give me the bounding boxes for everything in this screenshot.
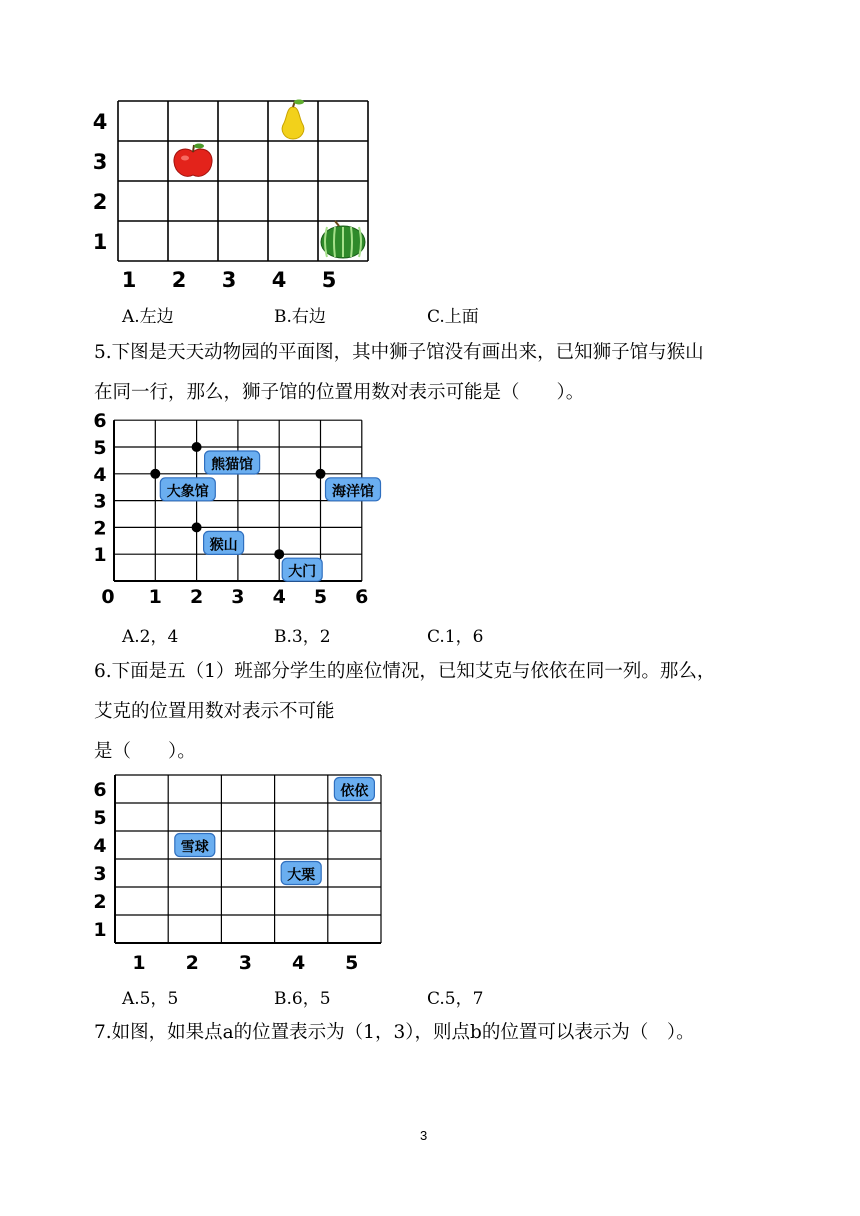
y-tick-label: 4 (93, 835, 107, 857)
y-tick-label: 5 (93, 807, 107, 829)
svg-text:大栗: 大栗 (287, 867, 316, 884)
pear-icon (282, 100, 304, 140)
x-tick-label: 2 (189, 586, 204, 608)
q5-options (122, 622, 522, 646)
x-tick-label: 3 (231, 586, 245, 608)
x-tick-label: 4 (291, 952, 306, 974)
x-tick-label: 5 (321, 268, 337, 292)
map-point (150, 469, 160, 479)
q6-option-b[interactable]: B.6，5 (274, 989, 331, 1009)
map-point (274, 549, 284, 559)
x-tick-label: 6 (355, 586, 369, 608)
map-point (192, 442, 202, 452)
q6-option-a[interactable]: A.5，5 (122, 989, 179, 1009)
page-number: 3 (420, 1128, 428, 1143)
q6-options (122, 984, 522, 1008)
y-tick-label: 4 (93, 463, 107, 486)
q5-option-b[interactable]: B.3，2 (274, 627, 331, 647)
y-tick-label: 6 (93, 779, 107, 801)
y-tick-label: 3 (92, 150, 108, 174)
y-tick-label: 1 (92, 230, 108, 254)
question-6-line-1: 6.下面是五（1）班部分学生的座位情况，已知艾克与依依在同一列。那么， (94, 661, 716, 682)
y-tick-label: 2 (93, 891, 107, 913)
svg-text:大门: 大门 (288, 564, 317, 581)
q6-option-c[interactable]: C.5，7 (427, 989, 484, 1009)
zoo-map-grid (80, 410, 410, 610)
student-tag (334, 778, 374, 801)
student-tag (175, 834, 215, 857)
question-6-line-2: 艾克的位置用数对表示不可能 (94, 701, 335, 722)
y-tick-label: 3 (93, 863, 107, 885)
y-tick-label: 3 (93, 490, 107, 513)
place-tag (160, 478, 215, 501)
x-tick-label: 3 (221, 268, 237, 292)
fruit-grid (80, 92, 380, 292)
svg-text:大象馆: 大象馆 (166, 483, 209, 500)
q4-option-a[interactable]: A.左边 (122, 307, 174, 327)
y-tick-label: 2 (92, 190, 108, 214)
y-tick-label: 1 (93, 544, 107, 567)
x-tick-label: 2 (185, 952, 199, 974)
svg-text:熊猫馆: 熊猫馆 (211, 457, 254, 473)
y-tick-label: 2 (93, 517, 107, 540)
x-tick-label: 5 (345, 952, 359, 974)
y-tick-label: 5 (93, 437, 107, 459)
place-tag (282, 558, 322, 581)
x-tick-label: 0 (101, 586, 115, 608)
map-point (192, 522, 202, 532)
place-tag (205, 451, 260, 474)
question-7: 7.如图，如果点a的位置表示为（1，3），则点b的位置可以表示为（ ）。 (94, 1022, 695, 1043)
place-tag (326, 478, 381, 501)
q5-option-a[interactable]: A.2，4 (122, 627, 179, 647)
x-tick-label: 3 (238, 952, 253, 974)
y-tick-label: 6 (93, 410, 107, 433)
x-tick-label: 5 (313, 586, 328, 608)
place-tag (204, 531, 244, 554)
y-tick-label: 4 (92, 110, 108, 134)
x-tick-label: 1 (132, 952, 146, 974)
q4-option-c[interactable]: C.上面 (427, 307, 479, 327)
q5-option-c[interactable]: C.1，6 (427, 627, 484, 647)
question-5-line-2: 在同一行，那么，狮子馆的位置用数对表示可能是（ ）。 (94, 382, 585, 403)
svg-text:雪球: 雪球 (180, 839, 209, 856)
y-tick-label: 1 (93, 919, 107, 941)
svg-text:依依: 依依 (340, 783, 369, 800)
x-tick-label: 1 (121, 268, 137, 292)
question-6-line-3: 是（ ）。 (94, 741, 196, 762)
map-point (316, 469, 326, 479)
svg-text:海洋馆: 海洋馆 (332, 483, 374, 500)
q4-option-b[interactable]: B.右边 (274, 307, 326, 327)
x-tick-label: 2 (171, 268, 187, 292)
question-5-line-1: 5.下图是天天动物园的平面图，其中狮子馆没有画出来，已知狮子馆与猴山 (94, 342, 704, 363)
apple-icon (174, 144, 212, 177)
q4-options (122, 302, 522, 326)
x-tick-label: 4 (271, 268, 287, 292)
svg-text:猴山: 猴山 (209, 537, 238, 554)
seat-grid (80, 766, 390, 976)
watermelon-icon (321, 221, 365, 258)
x-tick-label: 1 (148, 586, 162, 608)
student-tag (281, 862, 321, 885)
x-tick-label: 4 (272, 586, 286, 608)
